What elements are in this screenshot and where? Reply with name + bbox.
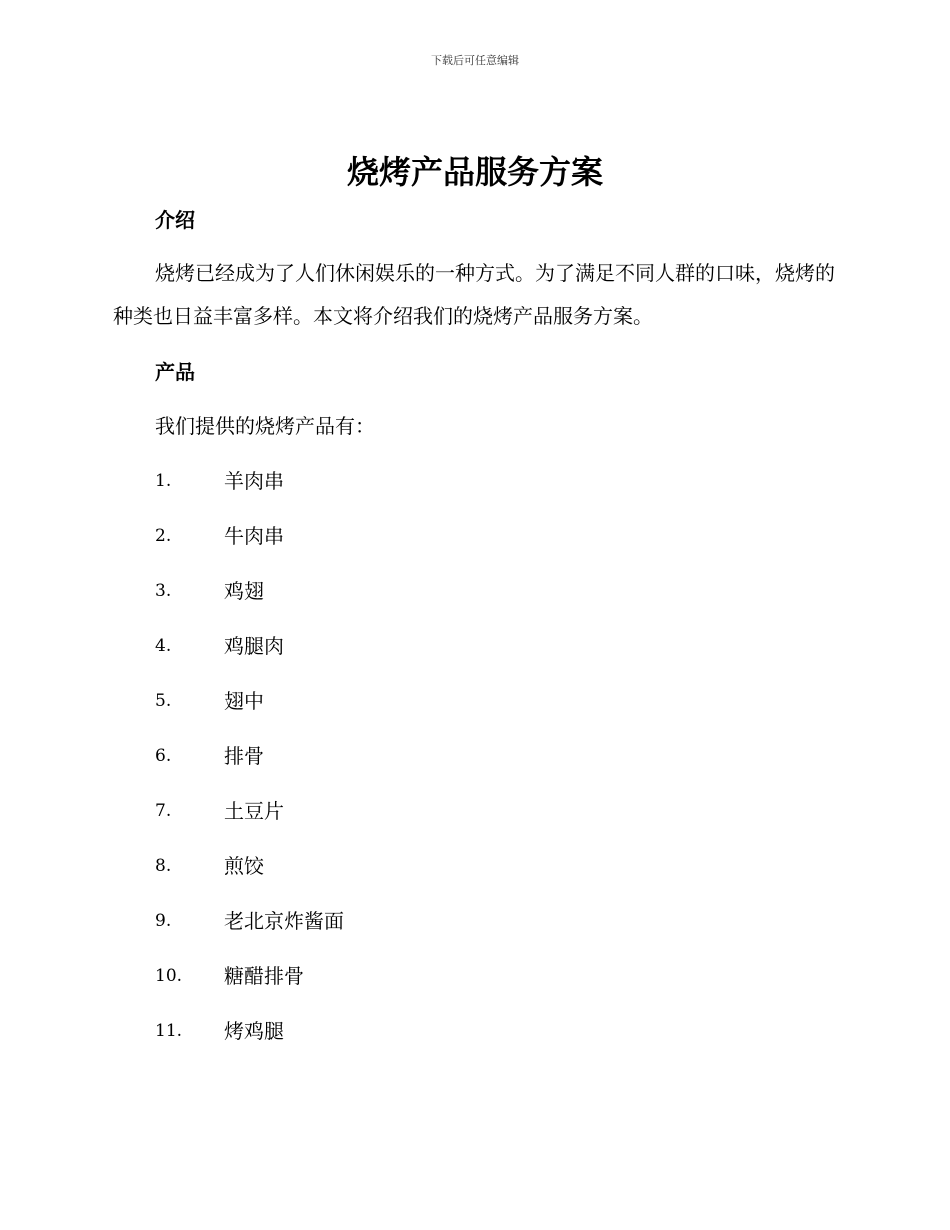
list-item-number: 11. xyxy=(155,1021,183,1041)
list-item xyxy=(155,576,344,631)
list-item-label: 羊肉串 xyxy=(224,469,284,493)
list-item xyxy=(155,1016,344,1071)
list-item-label: 翅中 xyxy=(224,689,264,713)
list-item-number: 6. xyxy=(155,746,172,766)
products-heading: 产品 xyxy=(155,360,195,384)
list-item-number: 4. xyxy=(155,636,172,656)
list-item-label: 牛肉串 xyxy=(224,524,284,548)
list-item-label: 排骨 xyxy=(224,744,264,768)
list-item-label: 老北京炸酱面 xyxy=(224,909,344,933)
list-item xyxy=(155,851,344,906)
list-item xyxy=(155,631,344,686)
list-item-label: 煎饺 xyxy=(224,854,264,878)
list-item-label: 土豆片 xyxy=(224,799,284,823)
list-item-number: 7. xyxy=(155,801,172,821)
list-item-number: 9. xyxy=(155,911,172,931)
list-item-label: 鸡翅 xyxy=(224,579,264,603)
list-item-number: 10. xyxy=(155,966,183,986)
list-item xyxy=(155,521,344,576)
list-item-label: 鸡腿肉 xyxy=(224,634,284,658)
list-item-label: 糖醋排骨 xyxy=(224,964,304,988)
list-item xyxy=(155,686,344,741)
document-title: 烧烤产品服务方案 xyxy=(346,153,603,191)
intro-heading: 介绍 xyxy=(155,208,195,232)
list-item xyxy=(155,741,344,796)
list-item-number: 2. xyxy=(155,526,172,546)
page-header-note: 下载后可任意编辑 xyxy=(431,54,519,67)
products-lead-text: 我们提供的烧烤产品有： xyxy=(155,414,375,438)
list-item xyxy=(155,961,344,1016)
list-item xyxy=(155,906,344,961)
list-item-number: 8. xyxy=(155,856,172,876)
list-item xyxy=(155,466,344,521)
list-item-number: 1. xyxy=(155,471,172,491)
list-item-label: 烤鸡腿 xyxy=(224,1019,284,1043)
product-list xyxy=(155,466,344,1071)
list-item-number: 3. xyxy=(155,581,172,601)
list-item-number: 5. xyxy=(155,691,172,711)
intro-paragraph: 烧烤已经成为了人们休闲娱乐的一种方式。为了满足不同人群的口味，烧烤的种类也日益丰富多样。本文将介绍我们的烧烤产品服务方案。 xyxy=(113,261,835,328)
list-item xyxy=(155,796,344,851)
